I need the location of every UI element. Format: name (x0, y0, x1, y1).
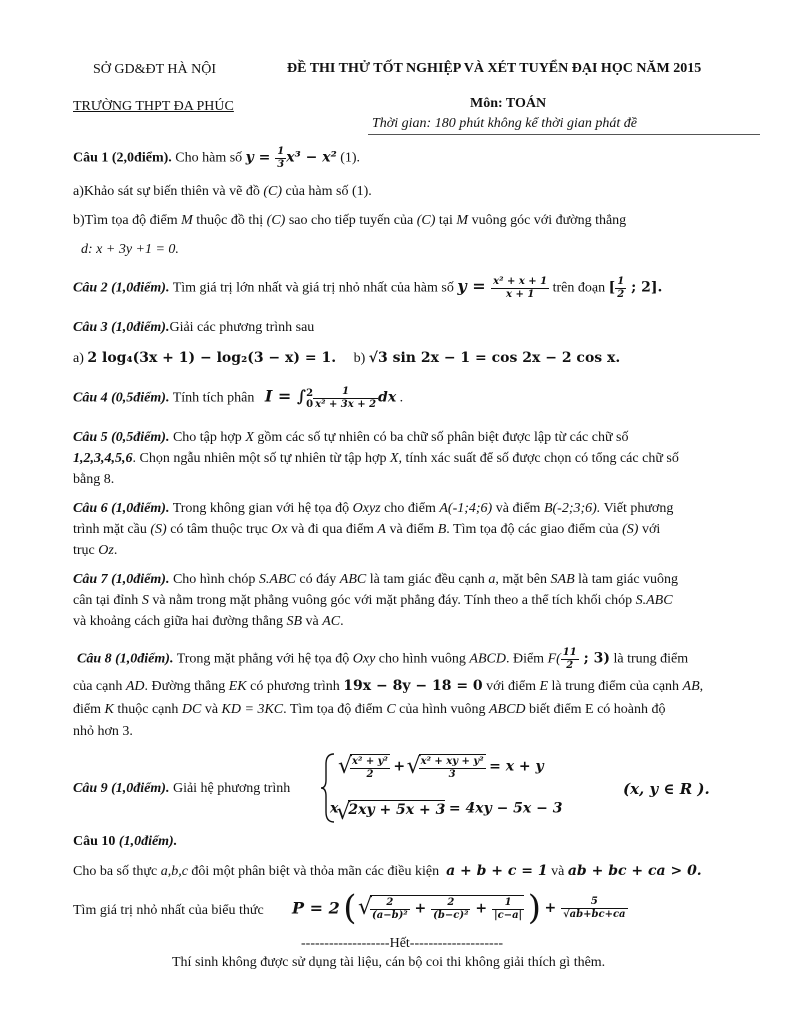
q4-limits (306, 388, 313, 410)
q10-l1: Cho ba số thực (73, 864, 161, 879)
duration-label: Thời gian: 180 phút không kể thời gian phát đề (372, 116, 637, 131)
q10-t4 (561, 896, 627, 921)
q8-label: Câu 8 (1,0điểm). (77, 651, 174, 667)
q10-t3n: 1 (492, 897, 524, 910)
q6-oxyz: Oxyz (352, 501, 381, 516)
q10-plus2: + (470, 900, 492, 917)
q10-line1 (73, 833, 177, 851)
q10-t2 (431, 897, 470, 922)
q8-abcd: ABCD (469, 651, 506, 667)
q8-f-tail: ; 3) (578, 650, 610, 667)
q8-l2: của cạnh (73, 679, 126, 694)
q6-s: (S) (150, 522, 167, 537)
q7-l1: Cho hình chóp (169, 572, 259, 587)
q2-num: x² + x + 1 (493, 276, 548, 287)
q10-t1 (370, 897, 410, 922)
q10-abc: a,b,c (160, 864, 188, 879)
q2-half (615, 276, 626, 301)
q5-digits: 1,2,3,4,5,6 (73, 451, 133, 466)
q1b-c1: (C) (266, 213, 286, 228)
q8-kd: KD = 3KC (221, 702, 284, 717)
q1a-text: a)Khảo sát sự biến thiên và vẽ đồ (73, 184, 264, 199)
q4-line (73, 386, 403, 411)
q10-line2 (73, 862, 702, 881)
q4-lower: 0 (306, 398, 314, 410)
q8-l3b: thuộc cạnh (113, 702, 182, 717)
q10-paren-r: ) (527, 888, 541, 928)
q6-l2d: và điểm (385, 522, 438, 537)
q7-l3b: và (302, 614, 323, 629)
q4-frac (313, 386, 378, 411)
q10-t1n: √ 2 (370, 897, 410, 910)
q5-line1 (73, 429, 629, 447)
q10-plus1: + (409, 900, 432, 917)
q1-line1 (73, 146, 360, 171)
q2-label: Câu 2 (1,0điểm). (73, 280, 170, 296)
q8-ab: AB (682, 679, 700, 694)
q6-l1c: và điểm (492, 501, 544, 516)
q7-l1e: là tam giác vuông (574, 572, 679, 587)
q6-b: B(-2;3;6). (543, 501, 601, 516)
q7-sabc: S.ABC (258, 572, 296, 587)
q10-line3 (73, 902, 271, 920)
q10-t3 (492, 897, 524, 922)
q7-abc: ABC (339, 572, 367, 587)
q1b-m: M (181, 213, 193, 228)
q8-line3 (73, 701, 666, 719)
q3b-eq: √3 sin 2x − 1 = cos 2x − 2 cos x. (368, 350, 621, 366)
q1b-t1: b)Tìm tọa độ điểm (73, 213, 182, 228)
q2-y: y = (457, 276, 492, 296)
q2-bracket-r: ; 2]. (626, 279, 663, 296)
q10-t1d: (a−b)² (371, 909, 408, 921)
q8-line4: nhỏ hơn 3. (73, 724, 133, 739)
q10-t2n: 2 (431, 897, 470, 910)
q6-l2f: với (638, 522, 661, 537)
q9-plus: + (393, 758, 406, 775)
q5-l2: . Chọn ngẫu nhiên một số tự nhiên từ tập hợp (132, 451, 390, 466)
q6-s2: (S) (622, 522, 639, 537)
q8-l2e: là trung điểm của cạnh (548, 679, 683, 694)
q8-e: E (539, 679, 549, 694)
q5-l1b: gồm các số tự nhiên có ba chữ số phân biệt được lập từ các chữ số (253, 430, 629, 445)
q7-sab: SAB (550, 572, 575, 587)
q10-cond1: a + b + c = 1 (446, 863, 548, 879)
q8-oxy: Oxy (352, 651, 376, 667)
q4-num: 1 (313, 386, 378, 399)
exam-title: ĐỀ THI THỬ TỐT NGHIỆP VÀ XÉT TUYỂN ĐẠI HỌC NĂM 2015 (287, 61, 702, 76)
q1-frac-num: 1 (277, 146, 285, 157)
q1a-c: (C) (263, 184, 282, 199)
q10-cond2: ab + bc + ca > 0. (567, 863, 702, 879)
q5-x: X (245, 430, 254, 445)
q3-text: Giải các phương trình sau (169, 320, 315, 335)
q1b-c2: (C) (416, 213, 436, 228)
q6-oz: Oz (98, 543, 114, 558)
q8-k: K (104, 702, 114, 717)
q6-label: Câu 6 (1,0điểm). (73, 501, 170, 516)
q2-half-den: 2 (617, 289, 625, 300)
q2-frac (491, 276, 549, 301)
q8-f-num: 11 (562, 647, 577, 658)
q8-f: F( (547, 651, 561, 667)
q10-l2: Tìm giá trị nhỏ nhất của biểu thức (73, 903, 271, 918)
q4-integral: I = ∫ (264, 386, 307, 406)
q7-l1c: là tam giác đều cạnh (366, 572, 489, 587)
q1b-t5: vuông góc với đường thẳng (468, 213, 627, 228)
q4-label: Câu 4 (0,5điểm). (73, 390, 170, 406)
q10-t4d: √ab+bc+ca (563, 908, 626, 920)
q7-s: S (141, 593, 149, 608)
q1-intro: Cho hàm số (171, 150, 246, 166)
q1-part-b (73, 212, 626, 230)
q3a-eq: 2 log₄(3x + 1) − log₂(3 − x) = 1. (87, 350, 337, 366)
q8-l3: điểm (73, 702, 105, 717)
q5-line3: bằng 8. (73, 472, 115, 487)
q6-l1b: cho điểm (380, 501, 440, 516)
q9-sqrt2 (409, 754, 486, 781)
q1-part-a (73, 183, 372, 201)
q1b-t2: thuộc đồ thị (192, 213, 267, 228)
q6-a: A(-1;4;6) (439, 501, 493, 516)
q5-line2 (73, 450, 679, 468)
q9-d1: 2 (366, 769, 374, 780)
q3-line2 (73, 349, 620, 368)
q4-dx: dx (378, 389, 397, 406)
q8-line1 (77, 647, 688, 672)
q8-l1b: cho hình vuông (375, 651, 470, 667)
q10-expr (292, 888, 628, 928)
q9-eq1 (340, 754, 544, 781)
q9-rhs1: = x + y (489, 758, 544, 775)
q1b-m2: M (456, 213, 469, 228)
school-name: TRƯỜNG THPT ĐA PHÚC (73, 99, 234, 114)
q9-sqrt3 (338, 800, 445, 819)
q10-sqrt (360, 895, 524, 922)
q7-sb: SB (286, 614, 303, 629)
q3a-label: a) (73, 351, 88, 366)
q10-l1c: và (547, 864, 568, 879)
q7-l1d: , mặt bên (495, 572, 551, 587)
q8-l1: Trong mặt phẳng với hệ tọa độ (173, 651, 353, 667)
q8-abcd2: ABCD (488, 702, 526, 717)
q10-t3d: |c−a| (493, 909, 523, 921)
q8-line2 (73, 677, 703, 696)
q8-ad: AD (125, 679, 145, 694)
q7-line2 (73, 592, 673, 610)
q4-text: Tính tích phân (169, 390, 265, 406)
q8-l2d: với điểm (482, 679, 540, 694)
end-marker: -------------------Hết-------------------- (301, 936, 504, 951)
q8-l2c: có phương trình (246, 679, 344, 694)
q7-l3c: . (340, 614, 344, 629)
q3b-label: b) (336, 351, 369, 366)
q8-l3f: biết điểm E có hoành độ (525, 702, 666, 717)
q2-text: Tìm giá trị lớn nhất và giá trị nhỏ nhất của hàm số (169, 280, 458, 296)
q8-f-frac (561, 647, 579, 672)
q9-eq2 (330, 800, 563, 819)
q7-l1b: có đáy (295, 572, 340, 587)
q8-ek: EK (228, 679, 247, 694)
q8-l2b: . Đường thẳng (144, 679, 229, 694)
q6-l2e: . Tìm tọa độ các giao điểm của (446, 522, 623, 537)
q6-l2c: và đi qua điểm (287, 522, 378, 537)
q10-label2: (1,0điểm). (118, 834, 178, 849)
q6-l3: trục (73, 543, 99, 558)
q6-l1: Trong không gian với hệ tọa độ (169, 501, 353, 516)
q8-l2f: , (699, 679, 704, 694)
q2-on: trên đoạn (549, 280, 609, 296)
footer-note: Thí sinh không được sử dụng tài liệu, cán bộ coi thi không giải thích gì thêm. (172, 955, 606, 970)
q5-x2: X, (389, 451, 403, 466)
q1-label: Câu 1 (2,0điểm). (73, 150, 172, 166)
q7-ac: AC (322, 614, 341, 629)
q6-l3b: . (113, 543, 118, 558)
q2-half-num: 1 (617, 276, 625, 287)
q6-a2: A (377, 522, 386, 537)
q6-ox: Ox (271, 522, 288, 537)
q9-d2: 3 (448, 769, 456, 780)
q1-func-y: y = (245, 149, 276, 166)
q5-l2b: tính xác suất để số được chọn có tổng các chữ số (402, 451, 679, 466)
q9-n1: √ x² + y² (352, 756, 388, 767)
q7-l2: cân tại đỉnh (73, 593, 142, 608)
q9-frac1 (350, 756, 390, 781)
q7-label: Câu 7 (1,0điểm). (73, 572, 170, 587)
q1-func-tail: x³ − x² (286, 149, 337, 166)
q4-end: . (396, 390, 404, 406)
q6-line2 (73, 521, 660, 539)
q7-line3 (73, 613, 344, 631)
q3-line1 (73, 319, 314, 337)
department-name: SỞ GD&ĐT HÀ NỘI (93, 62, 217, 77)
q9-sqrt1 (340, 754, 390, 781)
q2-bracket-l: [ (608, 279, 616, 296)
q1-line-d: d: x + 3y +1 = 0. (81, 242, 179, 257)
subject-label: Môn: TOÁN (470, 96, 547, 111)
q8-l3e: của hình vuông (395, 702, 489, 717)
q10-plus3: + (544, 900, 562, 916)
q7-l2b: và nằm trong mặt phẳng vuông góc với mặt phẳng đáy. Tính theo a thể tích khối chóp (148, 593, 636, 608)
q8-eq: 19x − 8y − 18 = 0 (343, 678, 483, 694)
q8-l3d: . Tìm tọa độ điểm (283, 702, 387, 717)
q6-b2: B (437, 522, 447, 537)
q10-t2d: (b−c)² (433, 909, 469, 921)
q1-frac-den: 3 (277, 159, 285, 170)
q9-x: x (330, 800, 339, 817)
q10-paren-l: ( (343, 888, 357, 928)
q5-l1: Cho tập hợp (169, 430, 246, 445)
q1b-t3: sao cho tiếp tuyến của (285, 213, 417, 228)
q3-label: Câu 3 (1,0điểm). (73, 320, 170, 335)
q8-l1c: . Điểm (505, 651, 548, 667)
q4-upper: 2 (306, 387, 314, 399)
q7-a: a (488, 572, 496, 587)
q1-ref: (1). (336, 150, 361, 166)
q9-n2: √ x² + xy + y² (420, 756, 484, 767)
q2-den: x + 1 (506, 289, 535, 300)
q4-den: x² + 3x + 2 (315, 399, 377, 410)
q10-l1b: đôi một phân biệt và thỏa mãn các điều kiện (187, 864, 447, 879)
q8-l1d: là trung điểm (610, 651, 689, 667)
q9-domain: (x, y ∈ R ). (623, 780, 710, 798)
q6-line3 (73, 542, 117, 560)
q9-rad: 2xy + 5x + 3 (348, 802, 446, 818)
q8-dc: DC (181, 702, 202, 717)
q7-sabc2: S.ABC (635, 593, 673, 608)
q6-l2b: có tâm thuộc trục (166, 522, 272, 537)
q8-c: C (386, 702, 396, 717)
q9-rhs2: = 4xy − 5x − 3 (448, 800, 563, 817)
q2-line (73, 276, 662, 301)
q9-frac2 (419, 756, 486, 781)
q10-t4n: 5 (561, 896, 627, 909)
q1-frac (275, 146, 286, 171)
q1b-t4: tại (435, 213, 457, 228)
q5-label: Câu 5 (0,5điểm). (73, 430, 170, 445)
q9-line (73, 780, 290, 798)
header-divider (368, 134, 760, 135)
q8-f-den: 2 (566, 660, 574, 671)
q7-l3: và khoảng cách giữa hai đường thẳng (73, 614, 287, 629)
q9-label: Câu 9 (1,0điểm). (73, 781, 170, 796)
q8-l3c: và (201, 702, 222, 717)
q1a-tail: của hàm số (1). (281, 184, 372, 199)
q6-l1d: Viết phương (600, 501, 674, 516)
q10-label: Câu 10 (73, 834, 119, 849)
q6-line1 (73, 500, 673, 518)
q9-text: Giải hệ phương trình (169, 781, 291, 796)
q6-l2: trình mặt cầu (73, 522, 151, 537)
q7-line1 (73, 571, 678, 589)
q10-p: P = 2 (292, 898, 340, 918)
